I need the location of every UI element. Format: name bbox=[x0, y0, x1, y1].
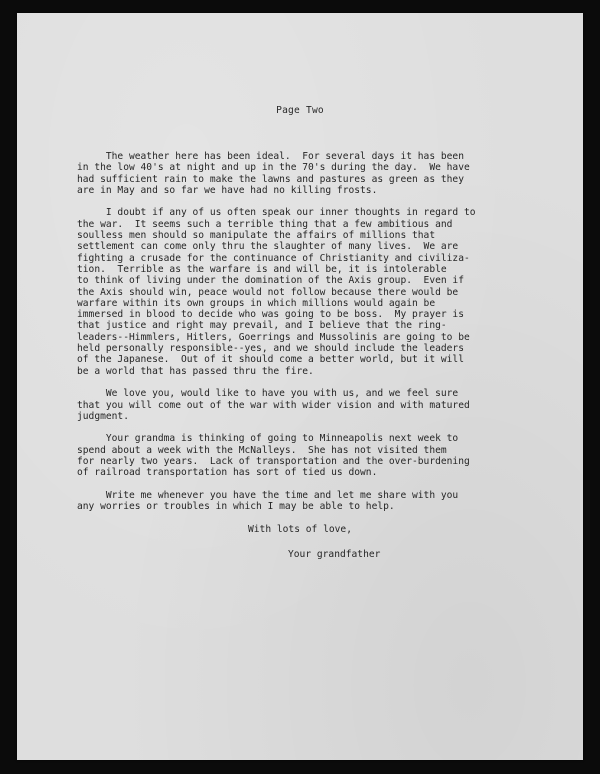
text-line: tion. Terrible as the warfare is and will be, it is intolerable bbox=[77, 263, 447, 275]
text-line: that you will come out of the war with wider vision and with matured bbox=[77, 399, 470, 411]
text-line: be a world that has passed thru the fire. bbox=[77, 365, 314, 377]
text-line: The weather here has been ideal. For several days it has been bbox=[77, 151, 464, 162]
text-line: of railroad transportation has sort of tied us down. bbox=[77, 467, 378, 479]
signoff bbox=[77, 524, 567, 561]
text-line: had sufficient rain to make the lawns and pastures as green as they bbox=[77, 173, 464, 185]
text-line: Your grandma is thinking of going to Minneapolis next week to bbox=[77, 433, 459, 445]
text-line: for nearly two years. Lack of transportation and the over-burdening bbox=[77, 456, 470, 468]
text-line: held personally responsible--yes, and we should include the leaders bbox=[77, 343, 464, 355]
text-line: to think of living under the domination of the Axis group. Even if bbox=[77, 275, 464, 287]
signature-line: Your grandfather bbox=[288, 549, 381, 561]
paragraph-love bbox=[77, 388, 567, 422]
paragraph-weather bbox=[77, 151, 567, 196]
text-line: the war. It seems such a terrible thing that a few ambitious and bbox=[77, 218, 453, 230]
text-line: spend about a week with the McNalleys. She has not visited them bbox=[77, 444, 447, 456]
closing-line: With lots of love, bbox=[248, 523, 352, 535]
text-line: in the low 40's at night and up in the 70's during the day. We have bbox=[77, 162, 470, 174]
text-line: that justice and right may prevail, and I believe that the ring- bbox=[77, 320, 447, 332]
text-line: any worries or troubles in which I may be able to help. bbox=[77, 501, 395, 513]
paragraph-write bbox=[77, 490, 567, 513]
text-line: immersed in blood to decide who was going to be boss. My prayer is bbox=[77, 309, 464, 321]
paragraph-war bbox=[77, 207, 567, 376]
letter-body bbox=[77, 151, 567, 560]
text-line: the Axis should win, peace would not follow because there would be bbox=[77, 286, 459, 298]
text-line: I doubt if any of us often speak our inner thoughts in regard to bbox=[77, 207, 476, 219]
letter-page bbox=[17, 13, 583, 760]
text-line: fighting a crusade for the continuance of Christianity and civiliza- bbox=[77, 252, 470, 264]
text-line: judgment. bbox=[77, 410, 129, 422]
text-line: soulless men should so manipulate the affairs of millions that bbox=[77, 230, 436, 242]
text-line: Write me whenever you have the time and let me share with you bbox=[77, 489, 459, 501]
text-line: of the Japanese. Out of it should come a better world, but it will bbox=[77, 354, 464, 366]
page-title: Page Two bbox=[276, 105, 324, 116]
text-line: We love you, would like to have you with us, and we feel sure bbox=[77, 388, 459, 400]
text-line: are in May and so far we have had no killing frosts. bbox=[77, 184, 378, 196]
text-line: warfare within its own groups in which millions would again be bbox=[77, 297, 436, 309]
text-line: leaders--Himmlers, Hitlers, Goerrings and Mussolinis are going to be bbox=[77, 331, 470, 343]
text-line: settlement can come only thru the slaughter of many lives. We are bbox=[77, 241, 459, 253]
paragraph-grandma bbox=[77, 433, 567, 478]
